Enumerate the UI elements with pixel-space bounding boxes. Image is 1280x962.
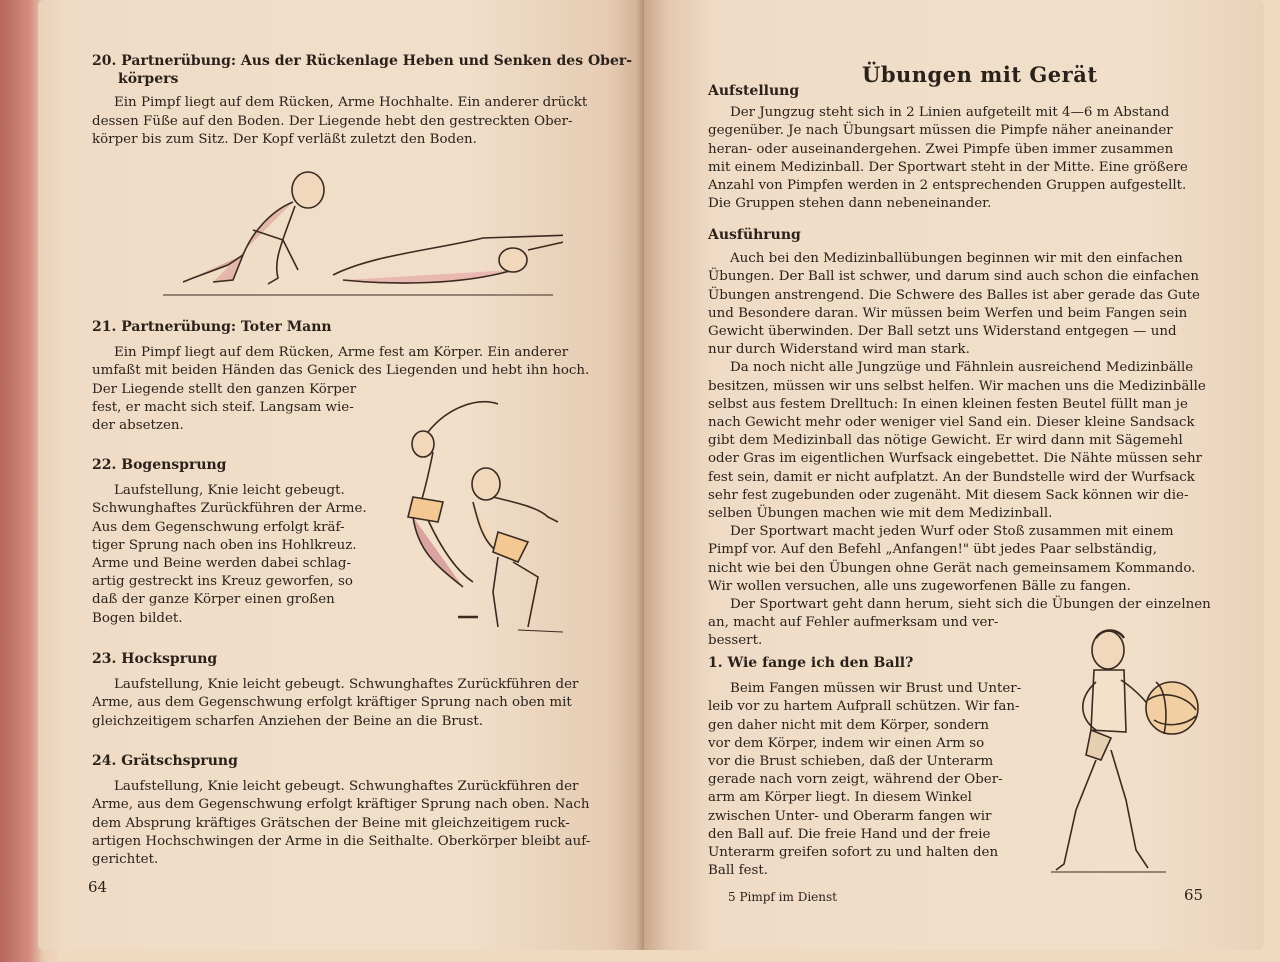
- text-line: Unterarm greifen sofort zu und halten den: [708, 845, 999, 861]
- page-number-left: 64: [88, 878, 108, 896]
- text-line: körper bis zum Sitz. Der Kopf verläßt zuletzt den Boden.: [92, 131, 477, 147]
- text-line: Arme, aus dem Gegenschwung erfolgt kräftiger Sprung nach oben. Nach: [92, 797, 590, 813]
- text-line: Beim Fangen müssen wir Brust und Unter-: [730, 681, 1022, 697]
- ausfuehrung-heading: Ausführung: [708, 227, 801, 243]
- section-ausfuehrung: [708, 226, 1211, 651]
- right-page: [644, 0, 1264, 950]
- text-line: gerichtet.: [92, 852, 159, 868]
- section-20-body: [92, 94, 604, 149]
- text-line: Ball fest.: [708, 863, 769, 879]
- text-line: selbst aus festem Drelltuch: In einen kleinen festen Beutel füllt man je: [708, 396, 1188, 412]
- text-line: besitzen, müssen wir uns selbst helfen. Wir machen uns die Medizinbälle: [708, 378, 1206, 394]
- text-line: Wir wollen versuchen, alle uns zugeworfenen Bälle zu fangen.: [708, 578, 1131, 594]
- section-20-heading-cont: körpers: [118, 71, 179, 88]
- text-line: daß der ganze Körper einen großen: [92, 592, 335, 608]
- text-line: Schwunghaftes Zurückführen der Arme.: [92, 501, 367, 517]
- aufstellung-body: [708, 104, 1208, 213]
- left-page: [38, 0, 644, 950]
- section-22: [92, 456, 372, 628]
- text-line: vor die Brust schieben, daß der Unterarm: [708, 754, 994, 770]
- ball-catching-illustration: [1036, 620, 1216, 876]
- text-line: artigen Hochschwingen der Arme in die Seithalte. Oberkörper bleibt auf-: [92, 833, 591, 849]
- text-line: Laufstellung, Knie leicht gebeugt.: [114, 483, 345, 499]
- text-line: Ein Pimpf liegt auf dem Rücken, Arme Hochhalte. Ein anderer drückt: [114, 95, 588, 111]
- section-24: [92, 752, 604, 869]
- text-line: Laufstellung, Knie leicht gebeugt. Schwunghaftes Zurückführen der: [114, 779, 579, 795]
- text-line: heran- oder auseinandergehen. Zwei Pimpfe üben immer zusammen: [708, 141, 1174, 157]
- text-line: artig gestreckt ins Kreuz geworfen, so: [92, 574, 353, 590]
- text-line: selben Übungen machen wie mit dem Medizinball.: [708, 506, 1053, 522]
- text-line: gerade nach vorn zeigt, während der Ober-: [708, 772, 1003, 788]
- section-1-body: [708, 680, 1038, 880]
- text-line: Der Sportwart macht jeden Wurf oder Stoß zusammen mit einem: [730, 524, 1174, 540]
- text-line: Bogen bildet.: [92, 610, 183, 626]
- text-line: gen daher nicht mit dem Körper, sondern: [708, 717, 989, 733]
- text-line: und Besondere daran. Wir müssen beim Werfen und beim Fangen sein: [708, 305, 1188, 321]
- text-line: umfaßt mit beiden Händen das Genick des Liegenden und hebt ihn hoch.: [92, 363, 590, 379]
- text-line: Arme, aus dem Gegenschwung erfolgt kräftiger Sprung nach oben mit: [92, 695, 572, 711]
- jump-figures-illustration: [368, 392, 598, 642]
- section-24-body: [92, 778, 604, 869]
- section-22-heading: 22. Bogensprung: [92, 457, 227, 473]
- text-line: tiger Sprung nach oben ins Hohlkreuz.: [92, 537, 357, 553]
- text-line: fest sein, damit er nicht aufplatzt. An der Bundstelle wird der Wurfsack: [708, 469, 1195, 485]
- text-line: Auch bei den Medizinballübungen beginnen wir mit den einfachen: [730, 251, 1183, 267]
- ausfuehrung-body: [708, 250, 1211, 650]
- footer-signature: 5 Pimpf im Dienst: [728, 890, 837, 904]
- text-line: bessert.: [708, 633, 763, 649]
- page-number-right: 65: [1184, 886, 1204, 904]
- section-20: [92, 52, 633, 149]
- text-line: sehr fest zugebunden oder zugenäht. Mit diesem Sack können wir die-: [708, 487, 1189, 503]
- text-line: Die Gruppen stehen dann nebeneinander.: [708, 196, 992, 212]
- text-line: Arme und Beine werden dabei schlag-: [92, 556, 351, 572]
- text-line: dessen Füße auf den Boden. Der Liegende hebt den gestreckten Ober-: [92, 113, 573, 129]
- text-line: nach Gewicht mehr oder weniger viel Sand ein. Dieser kleine Sandsack: [708, 415, 1195, 431]
- section-1-heading: 1. Wie fange ich den Ball?: [708, 655, 914, 671]
- text-line: arm am Körper liegt. In diesem Winkel: [708, 790, 972, 806]
- text-line: zwischen Unter- und Oberarm fangen wir: [708, 808, 992, 824]
- text-line: dem Absprung kräftiges Grätschen der Beine mit gleichzeitigem ruck-: [92, 815, 570, 831]
- text-line: nur durch Widerstand wird man stark.: [708, 342, 970, 358]
- text-line: fest, er macht sich steif. Langsam wie-: [92, 399, 354, 415]
- text-line: der absetzen.: [92, 418, 184, 434]
- section-23: [92, 650, 604, 731]
- text-line: gleichzeitigem scharfen Anziehen der Beine an die Brust.: [92, 713, 483, 729]
- text-line: Da noch nicht alle Jungzüge und Fähnlein ausreichend Medizinbälle: [730, 360, 1194, 376]
- section-23-heading: 23. Hocksprung: [92, 651, 218, 667]
- section-1: [708, 654, 1038, 880]
- text-line: nicht wie bei den Übungen ohne Gerät nach gemeinsamem Kommando.: [708, 560, 1196, 576]
- text-line: Der Jungzug steht sich in 2 Linien aufgeteilt mit 4—6 m Abstand: [730, 105, 1170, 121]
- section-21-heading: 21. Partnerübung: Toter Mann: [92, 319, 332, 335]
- text-line: Der Liegende stellt den ganzen Körper: [92, 381, 357, 397]
- aufstellung-heading: Aufstellung: [708, 83, 800, 99]
- text-line: Gewicht überwinden. Der Ball setzt uns Widerstand entgegen — und: [708, 324, 1177, 340]
- section-23-body: [92, 676, 604, 731]
- partner-exercise-illustration: [133, 160, 563, 300]
- text-line: mit einem Medizinball. Der Sportwart steht in der Mitte. Eine größere: [708, 159, 1188, 175]
- text-line: an, macht auf Fehler aufmerksam und ver-: [708, 615, 999, 631]
- text-line: Übungen. Der Ball ist schwer, und darum sind auch schon die einfachen: [708, 269, 1199, 285]
- section-aufstellung: [708, 82, 1208, 213]
- text-line: leib vor zu hartem Aufprall schützen. Wir fan-: [708, 699, 1020, 715]
- text-line: Pimpf vor. Auf den Befehl „Anfangen!" übt jedes Paar selbständig,: [708, 542, 1158, 558]
- page-title: Übungen mit Gerät: [862, 62, 1098, 87]
- text-line: vor dem Körper, indem wir einen Arm so: [708, 735, 985, 751]
- text-line: gegenüber. Je nach Übungsart müssen die Pimpfe näher aneinander: [708, 123, 1173, 139]
- text-line: Anzahl von Pimpfen werden in 2 entsprechenden Gruppen aufgestellt.: [708, 178, 1187, 194]
- section-22-body: [92, 482, 372, 628]
- section-20-heading: 20. Partnerübung: Aus der Rückenlage Heben und Senken des Ober-: [92, 53, 633, 69]
- section-24-heading: 24. Grätschsprung: [92, 753, 238, 769]
- text-line: Ein Pimpf liegt auf dem Rücken, Arme fest am Körper. Ein anderer: [114, 345, 569, 361]
- text-line: Aus dem Gegenschwung erfolgt kräf-: [92, 519, 345, 535]
- text-line: den Ball auf. Die freie Hand und der freie: [708, 826, 991, 842]
- text-line: Der Sportwart geht dann herum, sieht sich die Übungen der einzelnen: [730, 597, 1211, 613]
- text-line: oder Gras im eigentlichen Wurfsack eingebettet. Die Nähte müssen sehr: [708, 451, 1202, 467]
- text-line: gibt dem Medizinball das nötige Gewicht. Er wird dann mit Sägemehl: [708, 433, 1183, 449]
- text-line: Übungen anstrengend. Die Schwere des Balles ist aber gerade das Gute: [708, 287, 1200, 303]
- text-line: Laufstellung, Knie leicht gebeugt. Schwunghaftes Zurückführen der: [114, 677, 579, 693]
